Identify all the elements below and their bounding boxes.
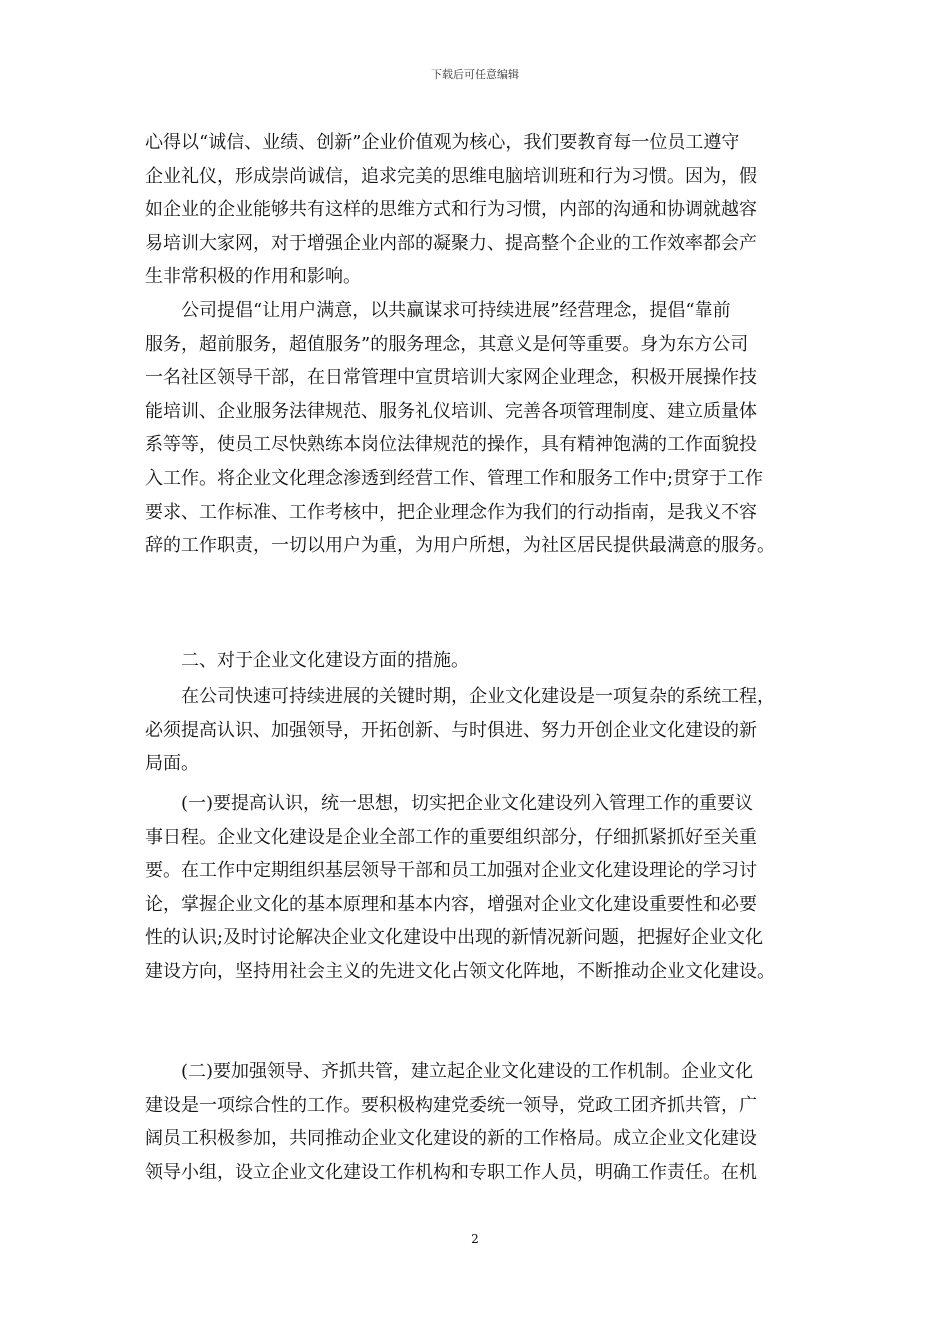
- section-heading: [145, 644, 810, 678]
- text-line: 易培训大家网，对于增强企业内部的凝聚力、提高整个企业的工作效率都会产: [145, 232, 757, 254]
- text-line: 在公司快速可持续进展的关键时期，企业文化建设是一项复杂的系统工程，: [145, 686, 775, 707]
- text-line: (二)要加强领导、齐抓共管，建立起企业文化建设的工作机制。企业文化: [145, 1061, 754, 1082]
- paragraph-4: [145, 787, 810, 989]
- text-line: 局面。: [145, 753, 199, 775]
- text-line: 事日程。企业文化建设是企业全部工作的重要组织部分，仔细抓紧抓好至关重: [145, 826, 757, 848]
- page-header: 下载后可任意编辑: [431, 68, 519, 81]
- paragraph-3: [145, 680, 810, 781]
- text-line: 企业礼仪，形成崇尚诚信，追求完美的思维电脑培训班和行为习惯。因为，假: [145, 165, 757, 187]
- text-line: 系等等，使员工尽快熟练本岗位法律规范的操作，具有精神饱满的工作面貌投: [145, 434, 757, 456]
- text-line: 必须提高认识、加强领导，开拓创新、与时俱进、努力开创企业文化建设的新: [145, 719, 757, 741]
- text-line: 建设是一项综合性的工作。要积极构建党委统一领导，党政工团齐抓共管，广: [145, 1094, 757, 1116]
- text-line: 二、对于企业文化建设方面的措施。: [145, 650, 469, 671]
- text-line: 心得以“诚信、业绩、创新”企业价值观为核心，我们要教育每一位员工遵守: [145, 132, 740, 153]
- text-line: 入工作。将企业文化理念渗透到经营工作、管理工作和服务工作中;贯穿于工作: [145, 467, 764, 489]
- text-line: 能培训、企业服务法律规范、服务礼仪培训、完善各项管理制度、建立质量体: [145, 400, 757, 422]
- paragraph-5: [145, 1055, 810, 1189]
- page-number: 2: [471, 1232, 479, 1246]
- text-line: 一名社区领导干部，在日常管理中宣贯培训大家网企业理念，积极开展操作技: [145, 367, 757, 389]
- text-line: 生非常积极的作用和影响。: [145, 266, 361, 288]
- text-line: 论，掌握企业文化的基本原理和基本内容，增强对企业文化建设重要性和必要: [145, 893, 757, 915]
- paragraph-1: [145, 126, 810, 294]
- paragraph-2: [145, 294, 810, 563]
- text-line: 服务，超前服务，超值服务”的服务理念，其意义是何等重要。身为东方公司: [145, 333, 749, 355]
- text-line: 要。在工作中定期组织基层领导干部和员工加强对企业文化建设理论的学习讨: [145, 860, 757, 882]
- text-line: 阔员工积极参加，共同推动企业文化建设的新的工作格局。成立企业文化建设: [145, 1128, 757, 1150]
- text-line: 公司提倡“让用户满意，以共赢谋求可持续进展”经营理念，提倡“靠前: [145, 300, 731, 321]
- text-line: 建设方向，坚持用社会主义的先进文化占领文化阵地，不断推动企业文化建设。: [145, 960, 775, 982]
- text-line: (一)要提高认识，统一思想，切实把企业文化建设列入管理工作的重要议: [145, 793, 754, 814]
- text-line: 如企业的企业能够共有这样的思维方式和行为习惯，内部的沟通和协调就越容: [145, 199, 757, 221]
- text-line: 辞的工作职责，一切以用户为重，为用户所想，为社区居民提供最满意的服务。: [145, 535, 775, 557]
- text-line: 性的认识;及时讨论解决企业文化建设中出现的新情况新问题，把握好企业文化: [145, 927, 764, 949]
- text-line: 领导小组，设立企业文化建设工作机构和专职工作人员，明确工作责任。在机: [145, 1161, 757, 1183]
- text-line: 要求、工作标准、工作考核中，把企业理念作为我们的行动指南，是我义不容: [145, 501, 757, 523]
